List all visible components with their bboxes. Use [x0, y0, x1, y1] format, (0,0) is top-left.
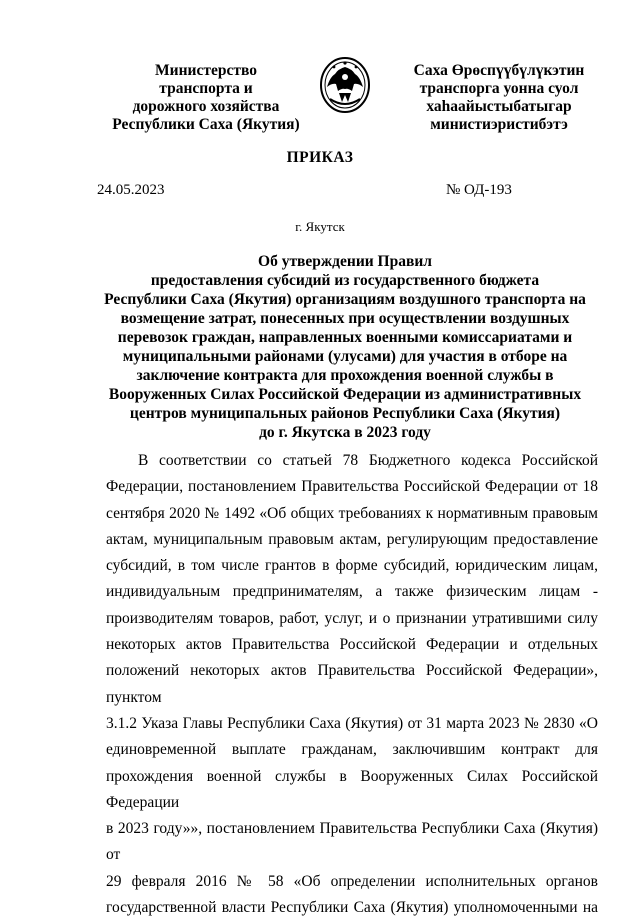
document-city: г. Якутск: [295, 219, 345, 234]
document-type: ПРИКАЗ: [286, 149, 354, 166]
ministry-line: дорожного хозяйства: [132, 98, 280, 115]
title-line: центров муниципальных районов Республики Саха (Якутия): [129, 405, 561, 422]
ministry-line: транспорта и: [159, 80, 253, 97]
title-line: до г. Якутска в 2023 году: [259, 424, 431, 441]
title-line: муниципальными районами (улусами) для участия в отборе на: [122, 348, 568, 365]
title-line: Об утверждении Правил: [258, 253, 432, 270]
body-line: сентября 2020 № 1492 «Об общих требованиях к нормативным правовым: [106, 504, 598, 522]
body-line: 3.1.2 Указа Главы Республики Саха (Якутия) от 31 марта 2023 № 2830 «О: [106, 714, 598, 732]
title-line: заключение контракта для прохождения военной службы в: [136, 367, 554, 384]
body-line: единовременной выплате гражданам, заключившим контракт для: [106, 741, 598, 759]
title-line: предоставления субсидий из государственного бюджета: [150, 272, 540, 289]
body-line: актам, муниципальным правовым актам, регулирующим предоставление: [106, 530, 598, 548]
coat-of-arms-emblem: [318, 55, 372, 115]
ministry-line: хаһаайыстыбатыгар: [426, 98, 572, 115]
title-line: возмещение затрат, понесенных при осуществлении воздушных: [120, 310, 570, 327]
body-line: производителям товаров, работ, услуг, и о признании утратившими силу: [106, 609, 598, 627]
body-line: государственной власти Республики Саха (Якутия) уполномоченными на: [106, 899, 598, 917]
body-line: 29 февраля 2016 № 58 «Об определении исполнительных органов: [106, 872, 598, 890]
body-line: некоторых актов Правительства Российской Федерации и отдельных: [106, 636, 598, 654]
body-line: положений некоторых актов Правительства Российской Федерации», пунктом: [106, 662, 598, 706]
document-date: 24.05.2023: [97, 182, 165, 198]
document-body: [106, 448, 598, 921]
ministry-line: Министерство: [155, 62, 257, 79]
document-number: № ОД-193: [446, 182, 512, 198]
body-line: индивидуальным предпринимателям, а также физическим лицам -: [106, 583, 598, 601]
body-line: в 2023 году»», постановлением Правительства Республики Саха (Якутия) от: [106, 820, 598, 864]
ministry-name-russian: [90, 62, 322, 134]
ministry-line: Саха Өрөспүүбүлүкэтин: [413, 62, 585, 79]
body-line: субсидий, в том числе грантов в форме субсидий, юридическим лицам,: [106, 557, 598, 575]
ministry-line: Республики Саха (Якутия): [112, 116, 300, 133]
body-line: прохождения военной службы в Вооруженных Силах Российской Федерации: [106, 767, 598, 811]
title-line: Республики Саха (Якутия) организациям воздушного транспорта на: [104, 291, 586, 308]
ministry-line: транспорга уонна суол: [419, 80, 579, 97]
document-title: [80, 252, 610, 442]
title-line: перевозок граждан, направленных военными комиссариатами и: [117, 329, 573, 346]
ministry-name-yakut: [394, 62, 604, 134]
body-line: Федерации, постановлением Правительства Российской Федерации от 18: [106, 478, 598, 496]
ministry-line: министиэристибэтэ: [430, 116, 568, 133]
body-line: В соответствии со статьей 78 Бюджетного кодекса Российской: [138, 452, 598, 469]
title-line: Вооруженных Силах Российской Федерации из административных: [108, 386, 582, 403]
